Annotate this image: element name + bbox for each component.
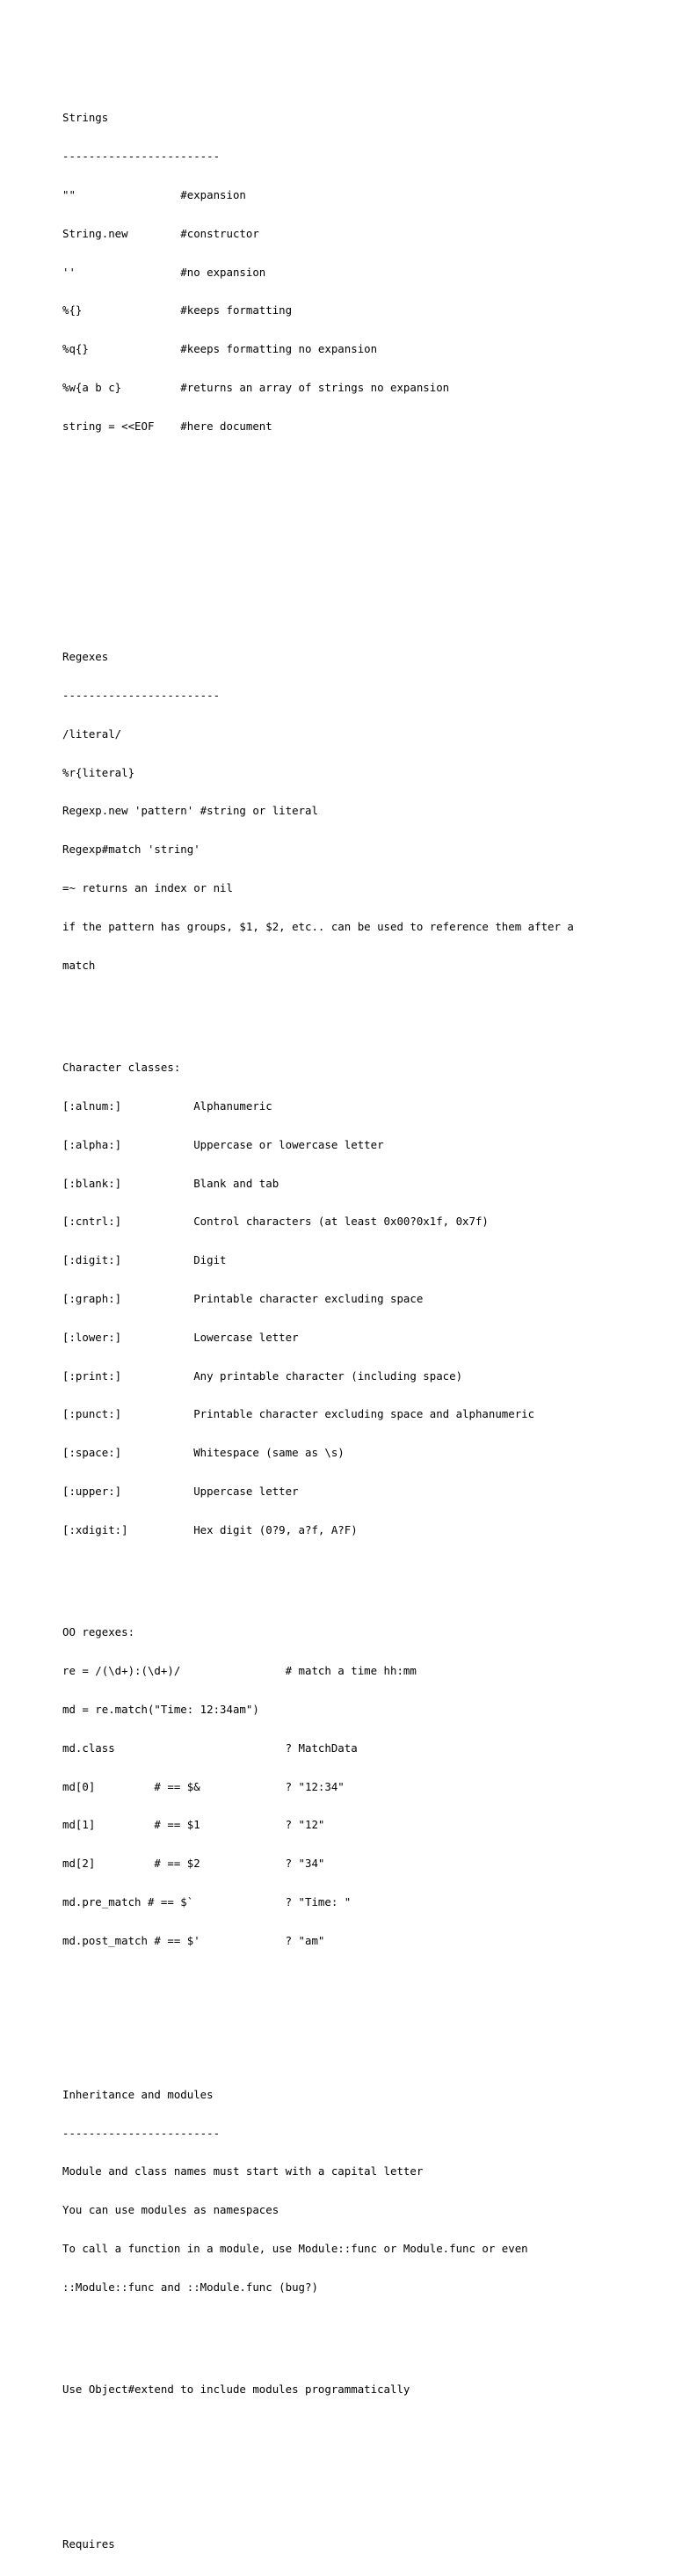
inheritance-row: ::Module::func and ::Module.func (bug?)	[62, 2280, 318, 2294]
regexes-row: %r{literal}	[62, 765, 135, 779]
character-class-row: [:blank:] Blank and tab	[62, 1176, 279, 1190]
spacer	[62, 510, 660, 523]
regexes-row: Regexp#match 'string'	[62, 843, 200, 857]
spacer	[62, 587, 660, 600]
document-page	[62, 61, 660, 2576]
oo-regex-row: md.class ? MatchData	[62, 1740, 358, 1755]
regexes-rule: ------------------------	[62, 689, 221, 703]
strings-row: '' #no expansion	[62, 265, 266, 279]
strings-row: %w{a b c} #returns an array of strings no expansion	[62, 380, 450, 394]
inheritance-row: To call a function in a module, use Module::func or Module.func or even	[62, 2241, 528, 2255]
strings-row: string = <<EOF #here document	[62, 419, 272, 433]
regexes-row: /literal/	[62, 726, 122, 741]
regexes-row: =~ returns an index or nil	[62, 881, 233, 894]
spacer	[62, 2474, 660, 2487]
character-class-row: [:space:] Whitespace (same as \s)	[62, 1446, 345, 1460]
extend-note: Use Object#extend to include modules programmatically	[62, 2383, 410, 2397]
regexes-row: if the pattern has groups, $1, $2, etc.. can be used to reference them after a	[62, 919, 574, 933]
spacer	[62, 1011, 660, 1024]
spacer	[62, 2435, 660, 2448]
character-class-row: [:print:] Any printable character (including space)	[62, 1368, 463, 1383]
character-class-row: [:alnum:] Alphanumeric	[62, 1099, 272, 1113]
character-class-row: [:lower:] Lowercase letter	[62, 1330, 299, 1344]
character-class-row: [:graph:] Printable character excluding space	[62, 1292, 424, 1305]
character-class-row: [:punct:] Printable character excluding space and alphanumeric	[62, 1407, 535, 1421]
inheritance-row: Module and class names must start with a capital letter	[62, 2164, 424, 2178]
strings-row: String.new #constructor	[62, 226, 259, 240]
oo-regex-row: re = /(\d+):(\d+)/ # match a time hh:mm	[62, 1664, 417, 1678]
character-class-row: [:digit:] Digit	[62, 1253, 227, 1267]
requires-heading: Requires	[62, 2536, 115, 2550]
character-class-row: [:xdigit:] Hex digit (0?9, a?f, A?F)	[62, 1522, 358, 1536]
regexes-heading: Regexes	[62, 650, 109, 664]
inheritance-rule: ------------------------	[62, 2126, 221, 2140]
oo-regex-row: md = re.match("Time: 12:34am")	[62, 1703, 259, 1716]
strings-row: "" #expansion	[62, 187, 246, 201]
strings-heading: Strings	[62, 111, 109, 125]
spacer	[62, 549, 660, 562]
spacer	[62, 1986, 660, 1999]
oo-regex-row: md.post_match # == $' ? "am"	[62, 1933, 325, 1947]
regexes-row: match	[62, 958, 96, 972]
oo-regex-row: md.pre_match # == $` ? "Time: "	[62, 1894, 352, 1908]
strings-row: %{} #keeps formatting	[62, 303, 293, 317]
strings-row: %q{} #keeps formatting no expansion	[62, 342, 378, 356]
oo-regex-row: md[0] # == $& ? "12:34"	[62, 1779, 345, 1793]
oo-regex-row: md[1] # == $1 ? "12"	[62, 1818, 325, 1832]
spacer	[62, 2025, 660, 2038]
spacer	[62, 471, 660, 485]
character-classes-heading: Character classes:	[62, 1061, 181, 1075]
inheritance-heading: Inheritance and modules	[62, 2087, 214, 2101]
character-class-row: [:alpha:] Uppercase or lowercase letter	[62, 1137, 384, 1151]
oo-regexes-heading: OO regexes:	[62, 1625, 135, 1639]
regexes-row: Regexp.new 'pattern' #string or literal	[62, 804, 318, 818]
spacer	[62, 1575, 660, 1588]
strings-rule: ------------------------	[62, 150, 221, 164]
character-class-row: [:upper:] Uppercase letter	[62, 1484, 299, 1498]
spacer	[62, 2332, 660, 2346]
oo-regex-row: md[2] # == $2 ? "34"	[62, 1857, 325, 1871]
character-class-row: [:cntrl:] Control characters (at least 0x00?0x1f, 0x7f)	[62, 1215, 489, 1229]
inheritance-row: You can use modules as namespaces	[62, 2203, 279, 2217]
